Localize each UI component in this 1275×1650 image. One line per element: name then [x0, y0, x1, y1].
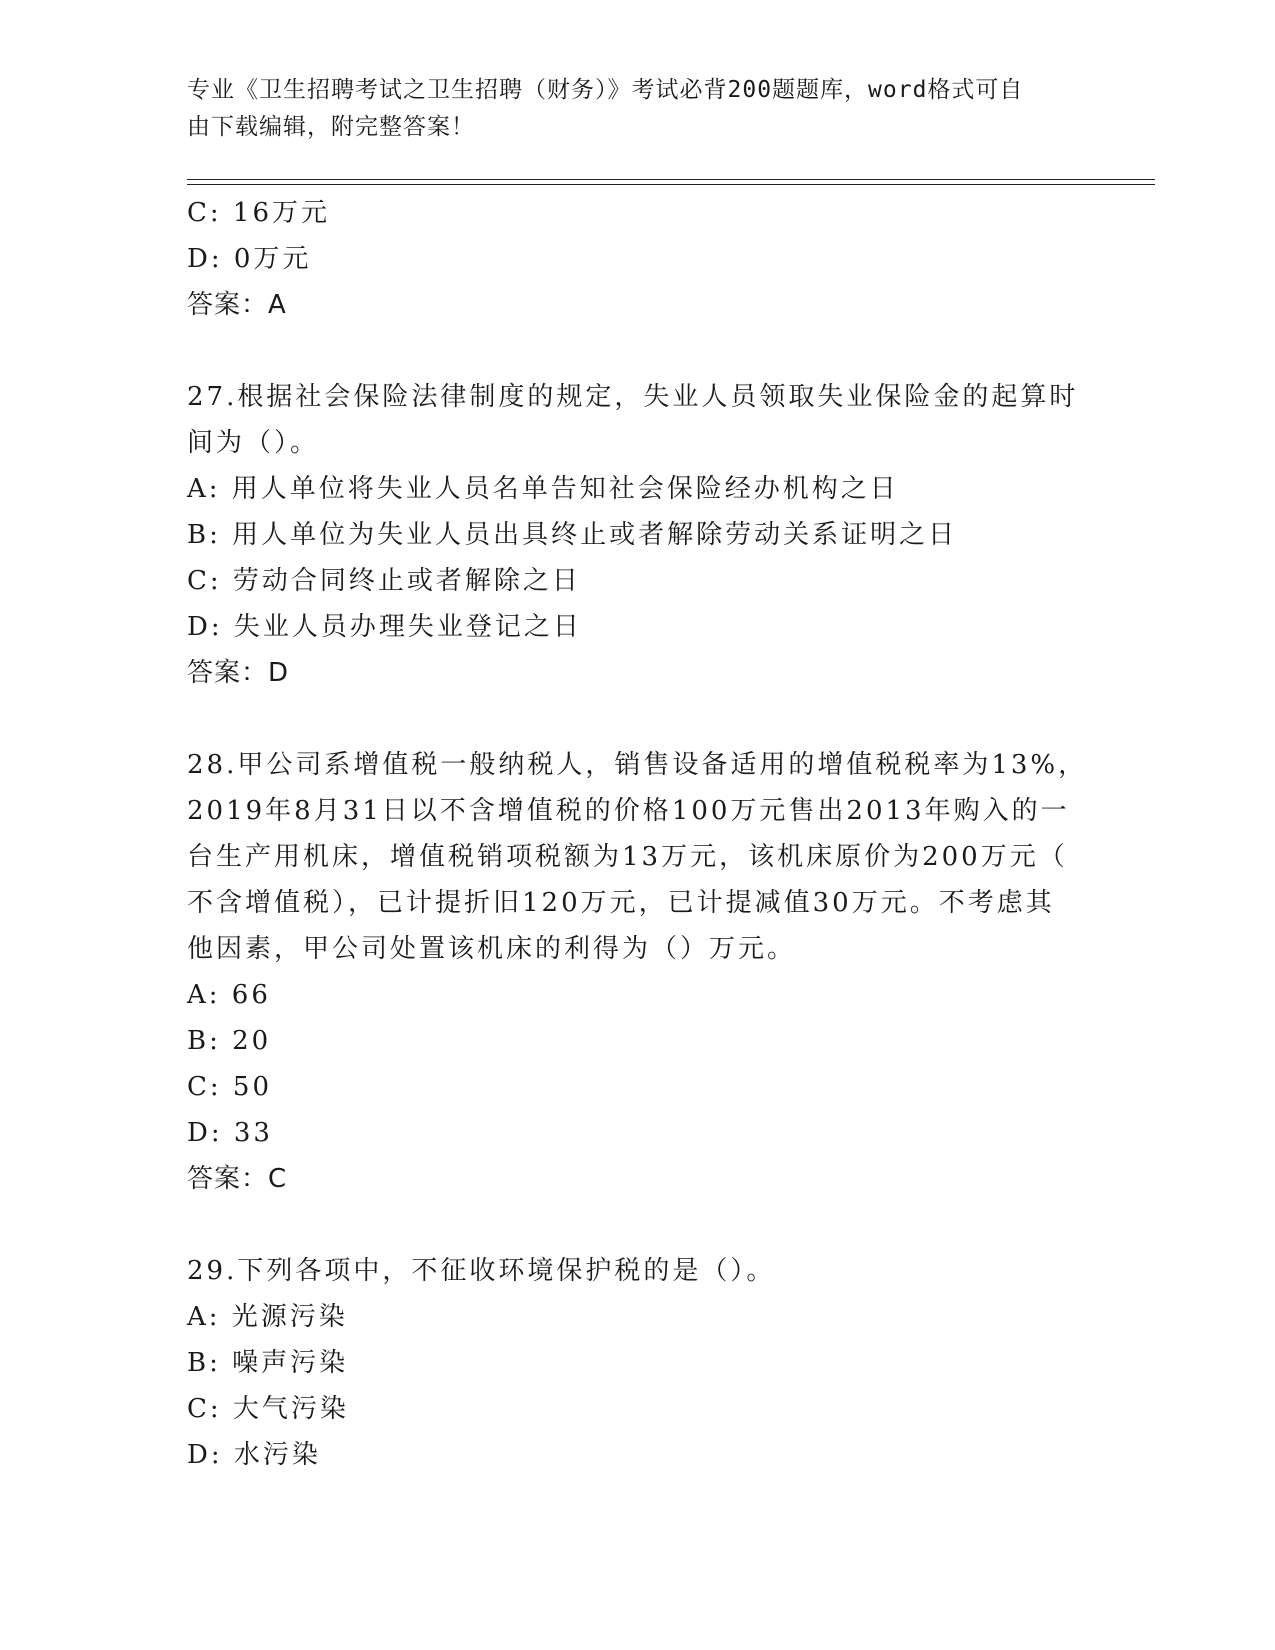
- option-c: C: 劳动合同终止或者解除之日: [187, 566, 581, 596]
- option-b: B: 噪声污染: [187, 1348, 349, 1378]
- option-c: C: 16万元: [187, 198, 331, 228]
- question-text: 间为（）。: [187, 428, 320, 458]
- option-d: D: 0万元: [187, 244, 312, 274]
- answer: 答案：C: [187, 1164, 288, 1194]
- question-text: 不含增值税），已计提折旧120万元，已计提减值30万元。不考虑其: [187, 888, 1055, 918]
- option-d: D: 33: [187, 1118, 273, 1148]
- question-text: 他因素，甲公司处置该机床的利得为（）万元。: [187, 934, 797, 964]
- question-text: 29.下列各项中，不征收环境保护税的是（）。: [187, 1256, 776, 1286]
- header-rule-bottom: [187, 184, 1155, 185]
- prev-question: [187, 190, 1087, 328]
- option-c: C: 大气污染: [187, 1394, 349, 1424]
- question-list: [187, 190, 1087, 1478]
- option-a: A: 66: [187, 980, 271, 1010]
- question-text: 28.甲公司系增值税一般纳税人，销售设备适用的增值税税率为13%，: [187, 750, 1088, 780]
- document-header: [187, 72, 1087, 146]
- question-27: [187, 374, 1087, 696]
- question-29: [187, 1248, 1087, 1478]
- option-d: D: 失业人员办理失业登记之日: [187, 612, 582, 642]
- option-d: D: 水污染: [187, 1440, 321, 1470]
- option-b: B: 用人单位为失业人员出具终止或者解除劳动关系证明之日: [187, 520, 958, 550]
- option-a: A: 用人单位将失业人员名单告知社会保险经办机构之日: [187, 474, 899, 504]
- question-text: 27.根据社会保险法律制度的规定，失业人员领取失业保险金的起算时: [187, 382, 1079, 412]
- answer: 答案：A: [187, 290, 287, 320]
- option-c: C: 50: [187, 1072, 273, 1102]
- header-line-1: 专业《卫生招聘考试之卫生招聘（财务）》考试必背200题题库，word格式可自: [187, 77, 1024, 103]
- question-text: 台生产用机床，增值税销项税额为13万元，该机床原价为200万元（: [187, 842, 1068, 872]
- header-line-2: 由下载编辑，附完整答案！: [187, 114, 475, 140]
- option-a: A: 光源污染: [187, 1302, 348, 1332]
- question-text: 2019年8月31日以不含增值税的价格100万元售出2013年购入的一: [187, 796, 1070, 826]
- question-28: [187, 742, 1087, 1202]
- option-b: B: 20: [187, 1026, 272, 1056]
- answer: 答案：D: [187, 658, 290, 688]
- header-rule-top: [187, 179, 1155, 180]
